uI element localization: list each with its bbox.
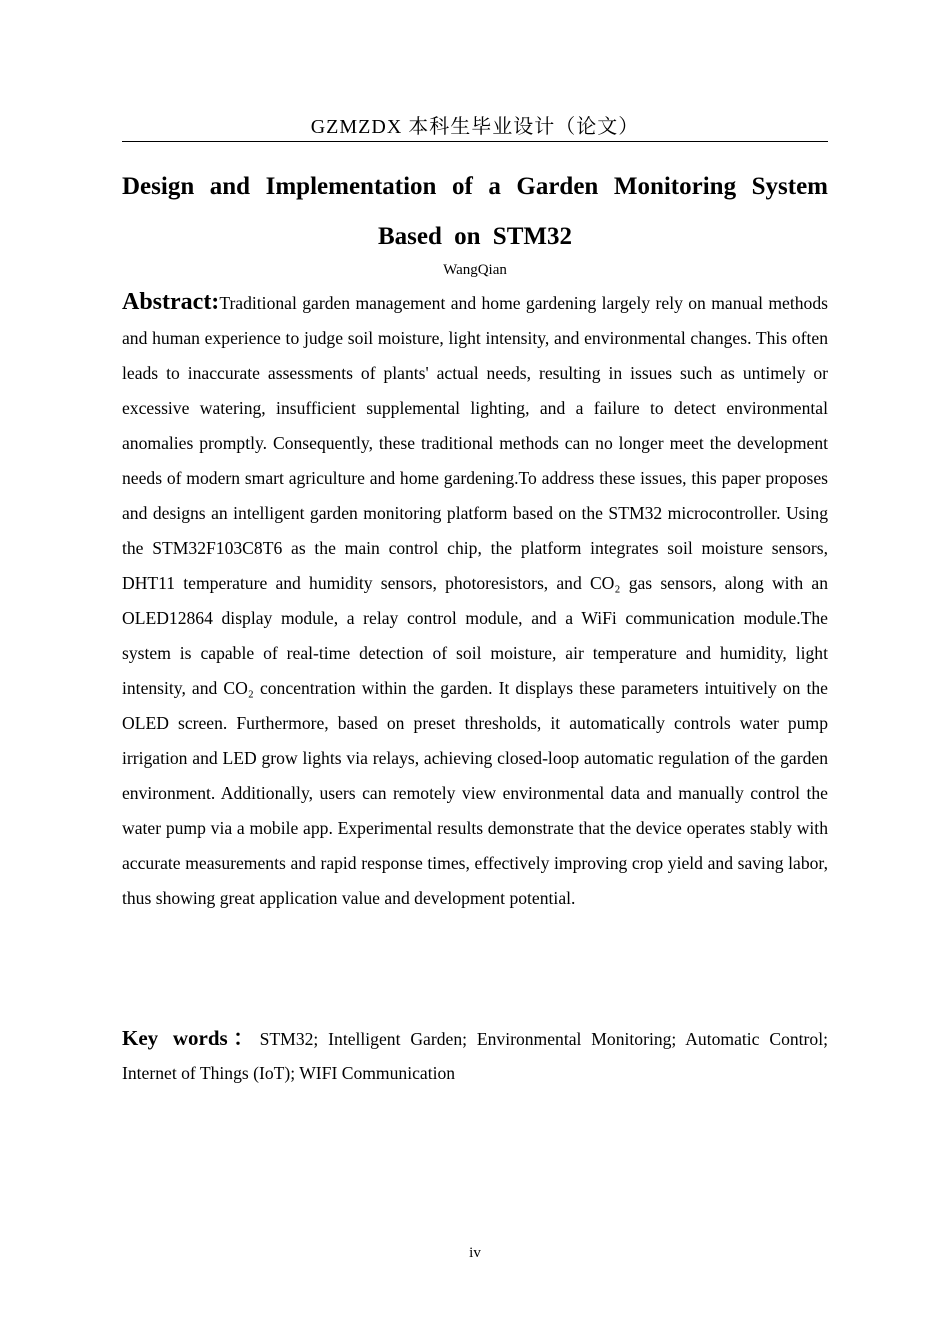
paper-title-line-1: Design and Implementation of a Garden Monitoring System (122, 173, 828, 200)
abstract-label: Abstract: (122, 289, 220, 315)
keywords-paragraph (122, 1021, 828, 1090)
paper-title-line-2: Based on STM32 (378, 223, 572, 250)
keywords-label: Key words： (122, 1026, 260, 1050)
page-number: iv (469, 1245, 481, 1261)
running-header: GZMZDX 本科生毕业设计（论文） (310, 116, 640, 138)
author-name: WangQian (443, 262, 507, 278)
header-rule (122, 141, 828, 142)
abstract-text: Traditional garden management and home gardening largely rely on manual methods and human experience to judge soil moisture, light intensity, and environmental changes. This often leads to inaccurate assessments of plants' actual needs, resulting in issues such as untimely or excessive watering, insufficient supplemental lighting, and a failure to detect environmental anomalies promptly. Consequently, these traditional methods can no longer meet the development needs of modern smart agriculture and home gardening.To address these issues, this paper proposes and designs an intelligent garden monitoring platform based on the STM32 microcontroller. Using the STM32F103C8T6 as the main control chip, the platform integrates soil moisture sensors, DHT11 temperature and humidity sensors, photoresistors, and CO₂ gas sensors, along with an OLED12864 display module, a relay control module, and a WiFi communication module.The system is capable of real-time detection of soil moisture, air temperature and humidity, light intensity, and CO₂ concentration within the garden. It displays these parameters intuitively on the OLED screen. Furthermore, based on preset thresholds, it automatically controls water pump irrigation and LED grow lights via relays, achieving closed-loop automatic regulation of the garden environment. Additionally, users can remotely view environmental data and manually control the water pump via a mobile app. Experimental results demonstrate that the device operates stably with accurate measurements and rapid response times, effectively improving crop yield and saving labor, thus showing great application value and development potential. (122, 293, 828, 908)
paper-title (122, 162, 828, 262)
keywords-text: STM32; Intelligent Garden; Environmental Monitoring; Automatic Control; Internet of Things (IoT); WIFI Communication (122, 1029, 828, 1083)
abstract-paragraph (122, 285, 828, 916)
